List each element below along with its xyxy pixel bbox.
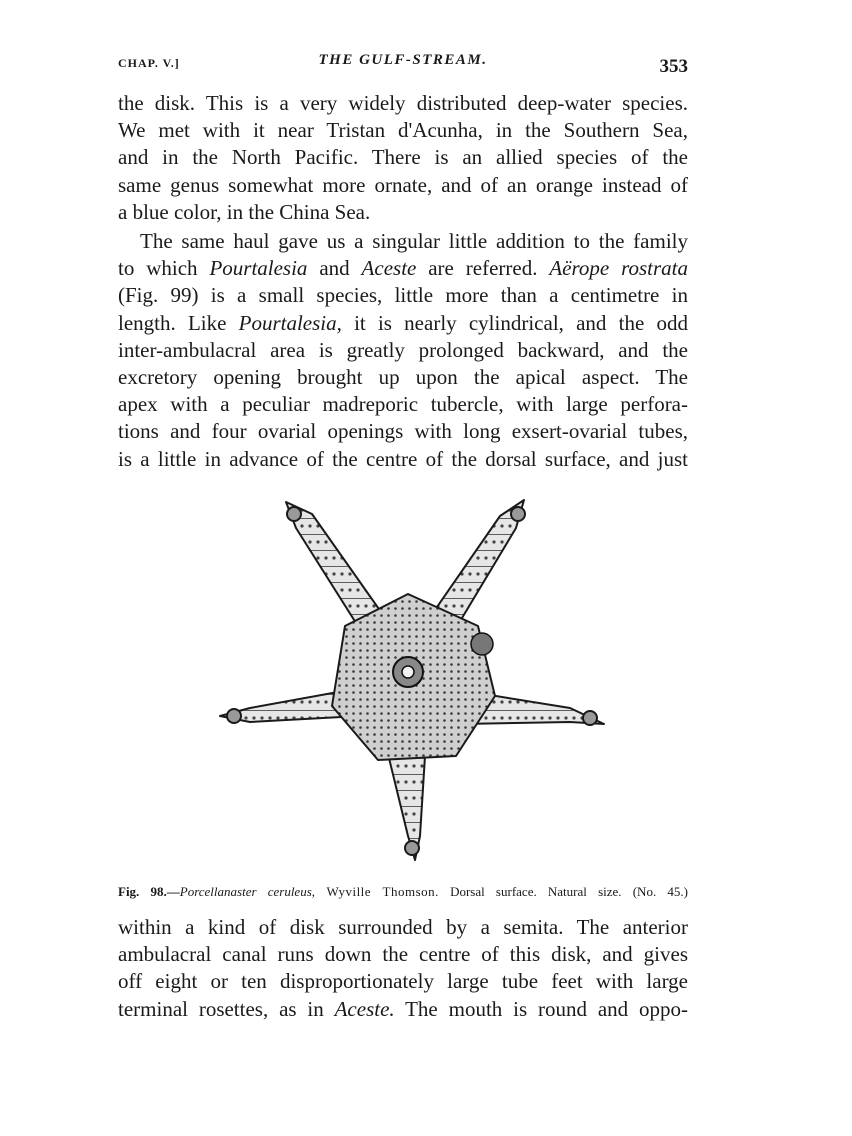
caption-figure-number: Fig. 98.—	[118, 884, 180, 899]
chapter-label: CHAP. V.]	[118, 56, 180, 70]
text-line: The same haul gave us a singular little addition to the family	[140, 229, 688, 253]
text-line: We met with it near Tristan d'Acunha, in the Southern Sea,	[118, 118, 688, 143]
text-line: ambulacral canal runs down the centre of this disk, and gives	[118, 942, 688, 967]
italic-genus: Pourtalesia	[209, 256, 308, 281]
text-run: it is nearly cylindrical, and the odd	[341, 310, 688, 335]
text-line	[118, 996, 688, 1023]
text-run: to which	[118, 256, 210, 281]
italic-species: Aërope rostrata	[549, 256, 689, 281]
text-line: inter-ambulacral area is greatly prolonged backward, and the	[118, 337, 688, 362]
starfish-drawing	[210, 486, 620, 870]
caption-species: Porcellanaster ceruleus,	[179, 884, 316, 899]
text-run: are referred.	[416, 256, 550, 281]
figure-caption	[118, 884, 688, 900]
text-line: within a kind of disk surrounded by a semita. The anterior	[118, 915, 688, 939]
text-line: (Fig. 99) is a small species, little more than a centimetre in	[118, 283, 688, 308]
text-line: is a little in advance of the centre of the dorsal surface, and just	[118, 446, 688, 471]
text-run: terminal rosettes, as in	[118, 996, 335, 1021]
text-line	[118, 310, 688, 337]
text-line: tions and four ovarial openings with long exsert-ovarial tubes,	[118, 419, 688, 444]
text-line: same genus somewhat more ornate, and of an orange instead of	[118, 172, 688, 197]
text-run: The mouth is round and oppo-	[394, 996, 688, 1021]
text-line	[118, 255, 688, 282]
paragraph-1	[118, 90, 688, 226]
text-line: and in the North Pacific. There is an allied species of the	[118, 145, 688, 170]
text-line: the disk. This is a very widely distributed deep-water species.	[118, 91, 688, 115]
text-line: off eight or ten disproportionately large tube feet with large	[118, 969, 688, 994]
caption-author: Wyville Thomson.	[315, 884, 439, 899]
text-run: and	[307, 256, 362, 281]
italic-genus: Aceste	[361, 256, 417, 281]
text-line: excretory opening brought up upon the apical aspect. The	[118, 364, 688, 389]
paragraph-3	[118, 914, 688, 1023]
running-title: THE GULF-STREAM.	[318, 52, 488, 68]
text-line: a blue color, in the China Sea.	[118, 199, 371, 224]
page-header	[118, 50, 688, 78]
text-run: length. Like	[118, 310, 239, 335]
starfish-illustration	[210, 486, 620, 870]
italic-genus: Pourtalesia,	[238, 310, 342, 335]
page-number: 353	[659, 56, 688, 77]
italic-genus: Aceste.	[334, 996, 395, 1021]
text-line: apex with a peculiar madreporic tubercle, with large perfora-	[118, 392, 688, 417]
caption-description: Dorsal surface. Natural size. (No. 45.)	[438, 884, 688, 899]
paragraph-2	[118, 228, 688, 473]
